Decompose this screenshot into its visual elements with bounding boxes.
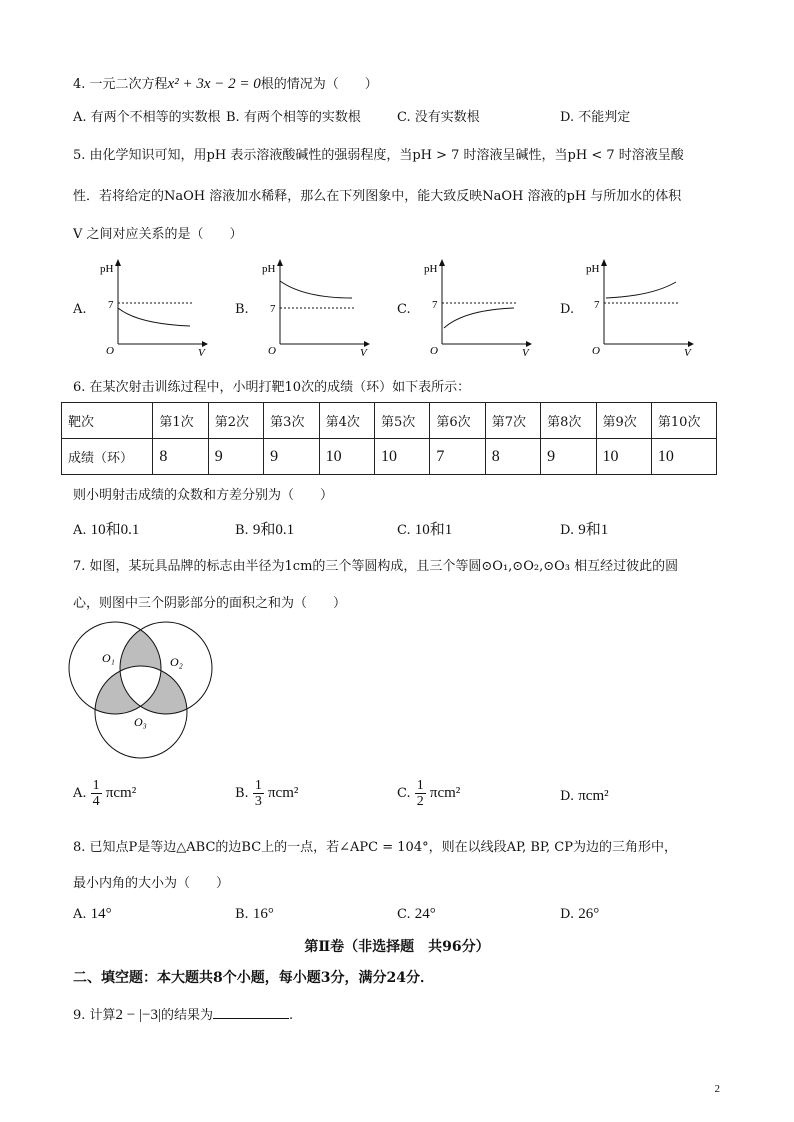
q9-answer-blank	[213, 1004, 289, 1019]
q8-line-2: 最小内角的大小为（ ）	[73, 876, 230, 891]
q8-option-c: C. 24°	[397, 906, 436, 922]
q6-score-table	[61, 402, 717, 475]
table-row	[62, 439, 717, 475]
q5-graph-c-x-axis: V	[522, 347, 529, 359]
q5-graph-b-label: B.	[235, 302, 249, 317]
q4-suffix: 根的情况为（ ）	[260, 77, 378, 92]
q5-graph-d-tick: 7	[594, 299, 600, 311]
q6-intro: 6. 在某次射击训练过程中，小明打靶10次的成绩（环）如下表所示：	[73, 380, 471, 395]
q5-graph-a-x-axis: V	[198, 347, 205, 359]
fill-in-section-title: 二、填空题：本大题共8个小题，每小题3分，满分24分．	[73, 970, 434, 986]
q6-option-d: D. 9和1	[560, 522, 609, 538]
q5-graph-d-origin: O	[592, 345, 600, 357]
circle-label-o1: O₁	[102, 651, 115, 665]
q5-graph-b	[252, 256, 372, 360]
table-cell: 10	[651, 439, 716, 475]
table-cell: 8	[485, 439, 540, 475]
q5-graph-c-y-axis: pH	[424, 263, 438, 275]
q8-line-1: 8. 已知点P是等边△ABC的边BC上的一点，若∠APC = 104°，则在以线段AP, BP, CP为边的三角形中，	[73, 840, 677, 855]
q7-option-d: D. πcm²	[560, 788, 609, 804]
q4-option-a: A. 有两个不相等的实数根	[73, 110, 221, 125]
page-number: 2	[714, 1083, 720, 1095]
q7-option-c: C. $\frac{1}{2}$ πcm²	[397, 778, 461, 809]
q5-graph-d-label: D.	[560, 302, 575, 317]
q5-graph-a-origin: O	[106, 345, 114, 357]
q5-line-2: 性．若将给定的NaOH 溶液加水稀释，那么在下列图象中，能大致反映NaOH 溶液的pH 与所加水的体积	[73, 189, 682, 204]
q9-expression: 2 − |−3|	[115, 1007, 161, 1023]
q5-graph-c-tick: 7	[432, 299, 438, 311]
q7-line-1: 7. 如图，某玩具品牌的标志由半径为1cm的三个等圆构成，且三个等圆⊙O₁,⊙O₂,⊙O₃ 相互经过彼此的圆	[73, 559, 679, 574]
q5-graph-b-origin: O	[268, 345, 276, 357]
part-2-title: 第Ⅱ卷（非选择题 共96分）	[304, 939, 490, 955]
table-cell: 第8次	[541, 403, 596, 439]
q5-graph-c-origin: O	[430, 345, 438, 357]
table-header-row	[62, 403, 717, 439]
table-cell: 9	[264, 439, 319, 475]
q7-line-2: 心，则图中三个阴影部分的面积之和为（ ）	[73, 596, 347, 611]
table-cell: 第2次	[208, 403, 263, 439]
q4-option-c: C. 没有实数根	[397, 110, 480, 125]
q4-prefix: 4. 一元二次方程	[73, 77, 168, 92]
table-cell: 10	[596, 439, 651, 475]
q5-graph-d	[576, 256, 696, 360]
q5-line-1: 5. 由化学知识可知，用pH 表示溶液酸碱性的强弱程度，当pH > 7 时溶液呈碱性，当pH < 7 时溶液呈酸	[73, 148, 684, 163]
table-cell: 8	[153, 439, 208, 475]
table-cell: 第3次	[264, 403, 319, 439]
q4-option-b: B. 有两个相等的实数根	[226, 110, 361, 125]
q8-option-b: B. 16°	[235, 906, 274, 922]
table-cell: 第6次	[430, 403, 485, 439]
q5-graph-c	[414, 256, 534, 360]
q5-line-3: V 之间对应关系的是（ ）	[73, 227, 243, 242]
q5-graph-a	[90, 256, 210, 360]
q5-graph-b-y-axis: pH	[262, 263, 276, 275]
q5-graph-b-tick: 7	[270, 303, 276, 315]
q5-graph-b-x-axis: V	[360, 347, 367, 359]
q9-stem: 9. 计算2 − |−3|的结果为 .	[73, 1004, 293, 1026]
table-cell: 第10次	[651, 403, 716, 439]
q5-graph-a-label: A.	[73, 302, 87, 317]
circle-label-o3: O₃	[134, 715, 147, 729]
table-cell: 9	[208, 439, 263, 475]
q5-graph-d-x-axis: V	[684, 347, 691, 359]
q7-option-b: B. $\frac{1}{3}$ πcm²	[235, 778, 299, 809]
q7-three-circles-figure	[66, 616, 226, 766]
q6-option-a: A. 10和0.1	[73, 522, 140, 538]
q7-option-a: A. $\frac{1}{4}$ πcm²	[73, 778, 137, 809]
table-cell: 10	[374, 439, 429, 475]
table-cell: 10	[319, 439, 374, 475]
table-cell: 靶次	[62, 403, 153, 439]
circle-label-o2: O₂	[170, 655, 183, 669]
table-cell: 第9次	[596, 403, 651, 439]
table-cell: 第1次	[153, 403, 208, 439]
q6-option-c: C. 10和1	[397, 522, 453, 538]
table-cell: 第5次	[374, 403, 429, 439]
q6-option-b: B. 9和0.1	[235, 522, 295, 538]
q8-option-d: D. 26°	[560, 906, 600, 922]
table-cell: 9	[541, 439, 596, 475]
table-cell: 7	[430, 439, 485, 475]
q5-graph-c-label: C.	[397, 302, 411, 317]
q4-equation: x² + 3x − 2 = 0	[167, 76, 261, 92]
q6-question: 则小明射击成绩的众数和方差分别为（ ）	[73, 488, 334, 503]
table-cell: 第4次	[319, 403, 374, 439]
q8-option-a: A. 14°	[73, 906, 112, 922]
q4-stem	[73, 74, 378, 95]
q5-graph-a-tick: 7	[108, 299, 114, 311]
q5-graph-d-y-axis: pH	[586, 263, 600, 275]
table-cell: 第7次	[485, 403, 540, 439]
table-cell: 成绩（环）	[62, 439, 153, 475]
q5-graph-a-y-axis: pH	[100, 263, 114, 275]
q4-option-d: D. 不能判定	[560, 110, 631, 125]
